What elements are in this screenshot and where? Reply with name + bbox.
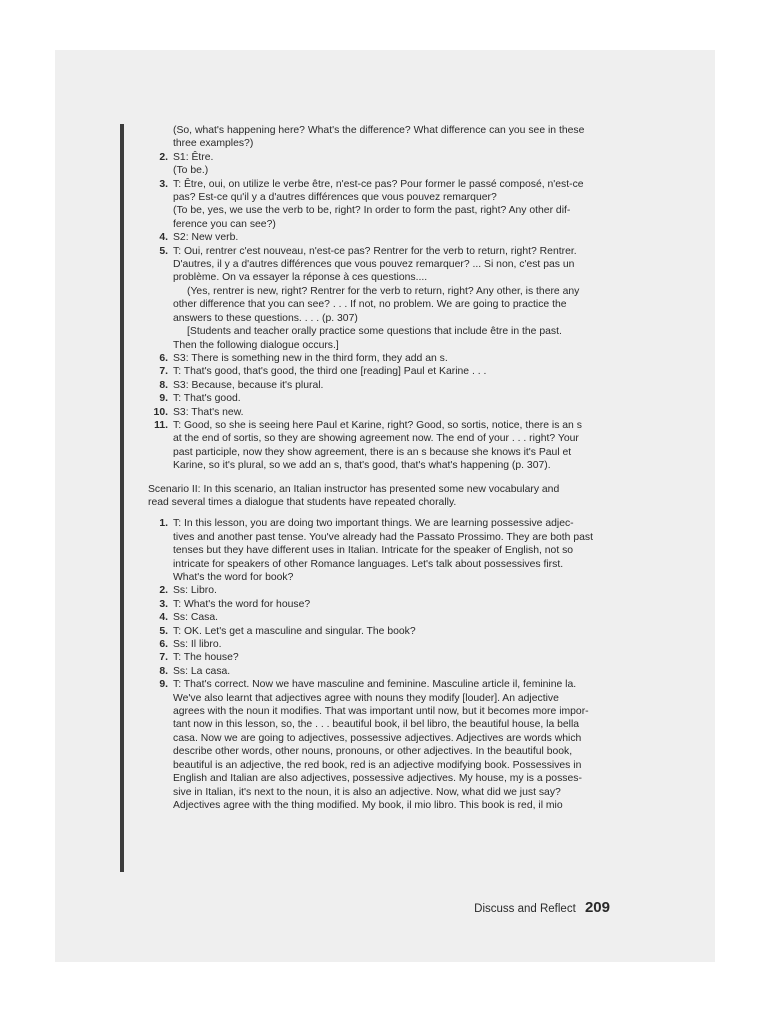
dialogue-line (148, 786, 614, 799)
dialogue-line (148, 517, 614, 530)
line-text: Ss: La casa. (173, 665, 231, 677)
line-text: T: Good, so she is seeing here Paul et Karine, right? Good, so sortis, notice, there is an s (173, 419, 582, 431)
dialogue-line (148, 164, 614, 177)
line-text: intricate for speakers of other Romance languages. Let's talk about possessives first. (173, 558, 564, 570)
text-line: read several times a dialogue that students have repeated chorally. (148, 496, 457, 508)
line-number: 7. (159, 366, 168, 378)
line-text: T: OK. Let's get a masculine and singular. The book? (173, 625, 416, 637)
line-number: 10. (153, 406, 168, 418)
line-number: 6. (159, 639, 168, 651)
line-text: Ss: Libro. (173, 585, 217, 597)
line-text: T: Oui, rentrer c'est nouveau, n'est-ce pas? Rentrer for the verb to return, right? Rentrer. (173, 245, 577, 257)
dialogue-line (148, 678, 614, 691)
line-number: 1. (159, 518, 168, 530)
line-text: English and Italian are also adjectives, possessive adjectives. My house, my is a posses- (173, 773, 582, 785)
line-text: ference you can see?) (173, 218, 276, 230)
line-text: tant now in this lesson, so, the . . . beautiful book, il bel libro, the beautiful house, la bella (173, 719, 580, 731)
dialogue-line (148, 231, 614, 244)
line-text: past participle, now they show agreement, there is an s because she knows it's Paul et (173, 446, 572, 458)
line-text: Ss: Casa. (173, 612, 219, 624)
line-text: agrees with the noun it modifies. That was important until now, but it becomes more impor- (173, 706, 589, 718)
dialogue-line (148, 638, 614, 651)
dialogue-line (148, 611, 614, 624)
text-line: (Yes, rentrer is new, right? Rentrer for the verb to return, right? Any other, is there any (187, 285, 580, 297)
line-number: 9. (159, 393, 168, 405)
dialogue-line (148, 406, 614, 419)
line-text: (To be.) (173, 165, 209, 177)
dialogue-line (148, 245, 614, 258)
line-number: 5. (159, 245, 168, 257)
line-number: 5. (159, 625, 168, 637)
dialogue-line (148, 191, 614, 204)
line-text: T: Être, oui, on utilize le verbe être, n'est-ce pas? Pour former le passé composé, n'est-ce (173, 178, 584, 190)
line-text: D'autres, il y a d'autres différences que vous pouvez remarquer? ... Si non, c'est pas un (173, 259, 575, 271)
line-text: describe other words, other nouns, pronouns, or other adjectives. In the beautiful book, (173, 746, 573, 758)
dialogue-line (148, 379, 614, 392)
intro-line: three examples?) (173, 138, 254, 150)
dialogue-line (148, 558, 614, 571)
dialogue-line (148, 352, 614, 365)
dialogue-line (148, 392, 614, 405)
line-text: Adjectives agree with the thing modified. My book, il mio libro. This book is red, il mio (173, 799, 563, 811)
line-text: S3: Because, because it's plural. (173, 379, 324, 391)
line-number: 2. (159, 151, 168, 163)
line-text: T: The house? (173, 652, 239, 664)
page-number: 209 (584, 899, 610, 916)
dialogue-line (148, 365, 614, 378)
dialogue-line (148, 571, 614, 584)
dialogue-line (148, 598, 614, 611)
line-number: 4. (159, 232, 168, 244)
text-line: other difference that you can see? . . . If not, no problem. We are going to practice the (173, 299, 567, 311)
line-text: problème. On va essayer la réponse à ces questions.... (173, 272, 428, 284)
line-text: S3: There is something new in the third form, they add an s. (173, 352, 448, 364)
line-text: beautiful is an adjective, the red book, red is an adjective modifying book. Possessives in (173, 759, 582, 771)
line-number: 6. (159, 352, 168, 364)
dialogue-line (148, 258, 614, 271)
dialogue-line (148, 705, 614, 718)
dialogue-line (148, 745, 614, 758)
dialogue-section (148, 517, 614, 812)
line-number: 8. (159, 379, 168, 391)
intro-line: (So, what's happening here? What's the difference? What difference can you see in these (173, 125, 585, 136)
line-text: T: That's good, that's good, the third one [reading] Paul et Karine . . . (173, 366, 487, 378)
dialogue-line (148, 799, 614, 812)
dialogue-line (148, 665, 614, 678)
line-text: T: In this lesson, you are doing two important things. We are learning possessive adjec- (173, 518, 574, 530)
dialogue-line (148, 204, 614, 217)
dialogue-line (148, 772, 614, 785)
line-text: Ss: Il libro. (173, 639, 222, 651)
stage-direction (173, 325, 614, 338)
page-body (148, 124, 614, 812)
dialogue-line (148, 718, 614, 731)
dialogue-line (148, 178, 614, 191)
dialogue-line (148, 271, 614, 284)
margin-rule (120, 124, 124, 872)
line-text: tives and another past tense. You've already had the Passato Prossimo. They are both past (173, 531, 593, 543)
line-number: 9. (159, 679, 168, 691)
line-text: S2: New verb. (173, 232, 239, 244)
dialogue-line (148, 419, 614, 432)
line-text: What's the word for book? (173, 572, 294, 583)
dialogue-line (148, 732, 614, 745)
line-number: 11. (154, 419, 168, 431)
dialogue-line (148, 459, 614, 472)
text-line: Scenario II: In this scenario, an Italian instructor has presented some new vocabulary and (148, 483, 560, 495)
line-number: 3. (159, 598, 168, 610)
line-text: at the end of sortis, so they are showing agreement now. The end of your . . . right? Your (173, 433, 579, 445)
line-text: Karine, so it's plural, so we add an s, that's good, that's what's happening (p. 307). (173, 460, 551, 472)
dialogue-line (148, 218, 614, 231)
line-number: 8. (159, 665, 168, 677)
dialogue-line (148, 651, 614, 664)
line-number: 4. (159, 612, 168, 624)
line-text: casa. Now we are going to adjectives, possessive adjectives. Adjectives are words which (173, 732, 582, 744)
dialogue-line (148, 759, 614, 772)
dialogue-section (148, 151, 614, 285)
line-number: 2. (159, 585, 168, 597)
text-line: answers to these questions. . . . (p. 307) (173, 312, 358, 324)
dialogue-line (148, 544, 614, 557)
text-line: [Students and teacher orally practice some questions that include être in the past. (187, 326, 562, 338)
scenario-intro (148, 483, 614, 510)
line-number: 3. (159, 178, 168, 190)
translation-block (173, 285, 614, 298)
dialogue-line (148, 692, 614, 705)
dialogue-line (148, 531, 614, 544)
dialogue-line (148, 151, 614, 164)
line-text: tenses but they have different uses in Italian. Intricate for the speaker of English, not so (173, 545, 574, 557)
text-line: Then the following dialogue occurs.] (173, 339, 339, 351)
line-text: We've also learnt that adjectives agree with nouns they modify [louder]. An adjective (173, 692, 559, 704)
dialogue-line (148, 446, 614, 459)
line-number: 7. (159, 652, 168, 664)
line-text: sive in Italian, it's next to the noun, it is also an adjective. Now, what did we just say? (173, 786, 561, 798)
dialogue-section (148, 352, 614, 473)
line-text: pas? Est-ce qu'il y a d'autres différences que vous pouvez remarquer? (173, 192, 497, 204)
line-text: (To be, yes, we use the verb to be, right? In order to form the past, right? Any other dif- (173, 205, 571, 217)
line-text: S3: That's new. (173, 406, 244, 418)
dialogue-line (148, 625, 614, 638)
line-text: T: That's correct. Now we have masculine and feminine. Masculine article il, feminine la. (173, 679, 577, 691)
line-text: T: What's the word for house? (173, 598, 311, 610)
page-footer (474, 899, 610, 916)
footer-title: Discuss and Reflect (474, 903, 576, 915)
dialogue-line (148, 432, 614, 445)
line-text: S1: Être. (173, 151, 214, 163)
dialogue-line (148, 584, 614, 597)
line-text: T: That's good. (173, 393, 241, 405)
